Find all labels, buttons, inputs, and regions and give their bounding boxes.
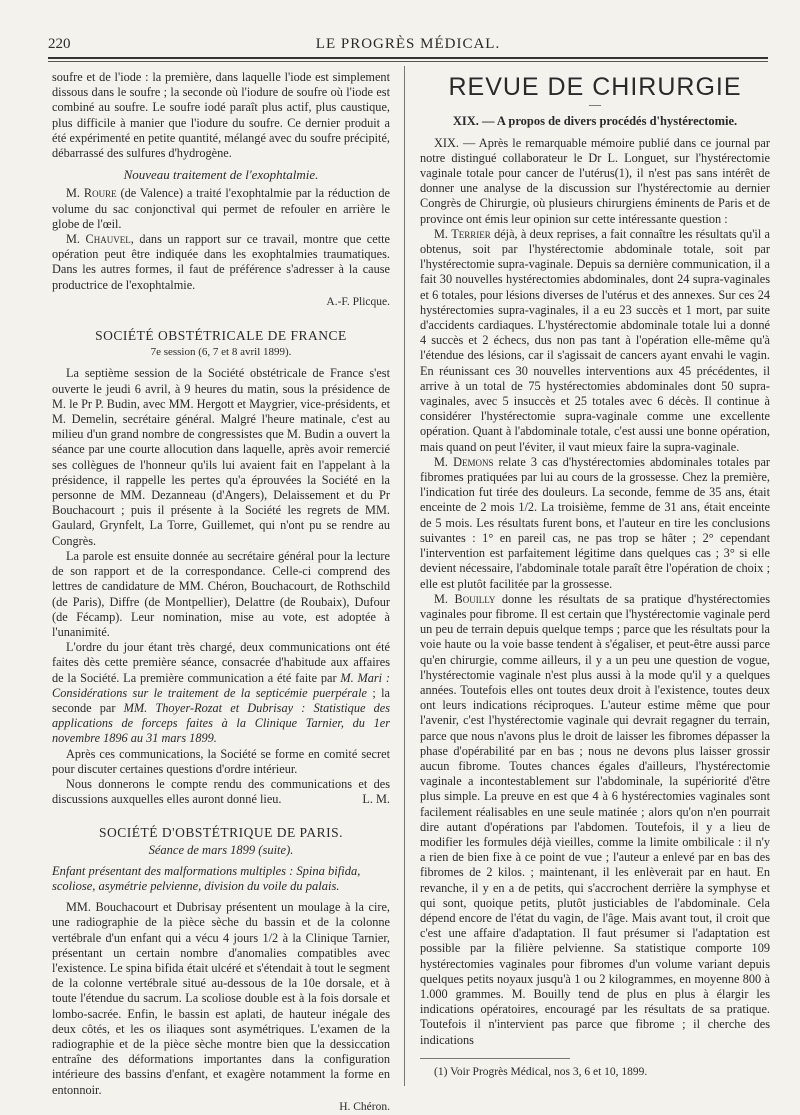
- title-dash: —: [589, 97, 601, 112]
- author-name: Roure: [83, 186, 117, 201]
- paragraph: [420, 592, 770, 1048]
- header-rule: [48, 57, 768, 59]
- section-subheading: Séance de mars 1899 (suite).: [148, 842, 294, 857]
- text: M. Mari : Considérations sur le traitement de la septicémie puerpérale: [52, 670, 390, 700]
- paragraph: [420, 227, 770, 455]
- text: M.: [434, 454, 454, 469]
- author-name: Demons: [453, 454, 494, 469]
- paragraph: La parole est ensuite donnée au secrétaire général pour la lecture de son rapport et de la correspondance. Celle-ci comprend des lettres de candidature de MM. Chéron, Bouchacourt, de Rothschild (de Paris), Diffre (de Montpellier), Delattre (de Roubaix), Dufour (de Fécamp). Leur nomination, mise au vote, est adoptée à l'unanimité.: [52, 548, 390, 639]
- text: Nous donnerons le compte rendu des communications et des discussions auxquelles elles auront donné lieu.: [52, 776, 390, 807]
- text: M.: [434, 226, 452, 241]
- text: M.: [66, 232, 86, 247]
- text: donne les résultats de sa pratique d'hystérectomies vaginales pour fibrome. Il est certain que l'hystérectomie vaginale perd un peu de terrain depuis quelque temps ; parce que les résultats pour la voie haute ou la voie basse tendent à s'égaliser, et peut-être aussi parce qu'en chirurgie, comme ailleurs, il y a un peu une question de vogue, l'hystérectomie vaginale n'est plus aussi à la mode qu'il y a quelques années. Toutefois elles ont toutes deux droit à l'existence, toutes deux ont leurs indications réciproques. L'auteur estime même que pour l'avenir, c'est l'hystérectomie vaginale qui devrait regagner du terrain, parce que nous n'avons plus le droit de laisser les fibromes dépasser la phase d'opérabilité par en bas ; nous ne devons plus laisser grossir aucun fibrome. Toutes chances égales d'ailleurs, l'hystérectomie vaginale a incontestablement sur l'abdominale, la supériorité d'être plus simple. La preuve en est que 4 à 6 hystérectomies vaginales sont facilement réalisables en une seule matinée ; alors qu'on n'en pourrait dire autant d'opérations par l'abdomen. Toutefois, il y a lieu de modifier les formules déjà vieilles, comme la limite ombilicale : il n'y a rien de bien fixe à ce point de vue ; l'auteur a enlevé par en bas des fibromes de 2 kilos. ; maintenant, il les enlèverait par en haut. En revanche, il y en a de petits, qui s'accrochent derrière la symphyse et qui sont, quoique petits, plutôt justiciables de l'abdominale. Cela dépend encore de l'état du vagin, de l'âge. Mais avant tout, il croit que c'est une affaire d'adaptation. Il faut présumer si l'adaptation est possible par la filière pelvienne. Sa statistique comporte 109 hystérectomies vaginales pour fibromes d'un volume variant depuis quelques petits noyaux jusqu'à 1 ou 2 kilogrammes, en moyenne 800 à 1.000 grammes. M. Bouilly tend de plus en plus à élargir les indications opératoires, encouragé par les résultats de sa pratique. Toutefois il n'intervient pas parce que fibrome ; il cherche des indications: [420, 591, 770, 1047]
- section-title: — A propos de divers procédés d'hystérectomie.: [478, 114, 738, 129]
- paragraph: [52, 186, 390, 232]
- page-number: 220: [48, 36, 71, 52]
- header-rule-thin: [48, 61, 768, 62]
- section-heading-exophtalmie: Nouveau traitement de l'exophtalmie.: [123, 167, 319, 183]
- paragraph: [52, 232, 390, 293]
- footnote: (1) Voir Progrès Médical, nos 3, 6 et 10, 1899.: [434, 1065, 648, 1078]
- column-divider: [404, 66, 405, 1086]
- paragraph: XIX. — Après le remarquable mémoire publié dans ce journal par notre distingué collaborateur le Dr L. Longuet, sur l'hystérectomie vaginale totale pour cancer de l'utérus(1), il n'est pas sans intérêt de donner une analyse de la discussion sur l'hystérectomie au dernier Congrès de Chirurgie, où plusieurs chirurgiens éminents de Paris et de province ont émis leur opinion sur cette intéressante question :: [420, 135, 770, 226]
- footnote-rule: [420, 1058, 570, 1059]
- text: (de Valence) a traité l'exophtalmie par la réduction de volume du sac conjonctival qui permet de refouler en arrière le globe de l'œil.: [52, 186, 390, 231]
- author-name: Chauvel: [85, 232, 131, 247]
- signature: H. Chéron.: [339, 1100, 390, 1113]
- author-name: Bouilly: [454, 591, 496, 606]
- text: L'ordre du jour étant très chargé, deux communications ont été faites dès cette première séance, consacrée d'habitude aux affaires de la Société. La première communication a été faite par: [52, 640, 390, 685]
- paragraph: Après ces communications, la Société se forme en comité secret pour discuter certaines questions d'ordre intérieur.: [52, 746, 390, 776]
- text: ; la seconde par: [52, 685, 390, 715]
- paragraph: La septième session de la Société obstétricale de France s'est ouverte le jeudi 6 avril, à 9 heures du matin, sous la présidence de M. le Pr P. Budin, avec MM. Hergott et Maygrier, vice-présidents, et M. Demelin, secrétaire général. Malgré l'heure matinale, c'est au milieu d'un grand nombre de congressistes que M. Budin a ouvert la séance par une courte allocution dans laquelle, après avoir remercié ses collègues de l'honneur qu'ils lui avaient fait en l'appelant à la présidence, il rappelle les pertes qu'a éprouvées la Société en la personne de MM. Dezanneau (d'Angers), Delaissement et du Pr Bouchacourt ; puis il présente à la Société les regrets de MM. Gaulard, Grynfelt, La Torre, Guillemet, qui n'ont pu se rendre au Congrès.: [52, 366, 390, 548]
- paragraph: MM. Bouchacourt et Dubrisay présentent un moulage à la cire, une radiographie de la pièce sèche du bassin et de la colonne vertébrale d'un enfant qui a vécu 4 jours 1/2 à la Clinique Tarnier, présentant un certain nombre d'anomalies compatibles avec l'existence. Le spina bifida était ulcéré et s'étendait à tout le segment de la colonne vertébrale situé au-dessous de la 10e dorsale, et à toute l'étendue du sacrum. La scoliose double est à la fois dorsale et lombo-sacrée. Enfin, le bassin est aplati, de hauteur inégale des deux côtés, et les os iliaques sont asymétriques. L'examen de la radiographie et de la pièce sèche montre bien que la dessiccation entraîne des déformations importantes dans la configuration intérieure des bassins d'enfant, et exagère notamment la forme en entonnoir.: [52, 900, 390, 1097]
- paragraph: [420, 455, 770, 592]
- article-subtitle: Enfant présentant des malformations multiples : Spina bifida, scoliose, asymétrie pelvienne, division du voile du palais.: [52, 863, 361, 893]
- author-name: Terrier: [451, 226, 491, 241]
- text: déjà, à deux reprises, a fait connaître les résultats qu'il a obtenus, soit par l'hystérectomie abdominale totale, soit par l'hystérectomie supra-vaginale. Depuis sa dernière communication, il a fait 30 nouvelles hystérectomies abdominales, dont 24 supra-vaginales et 6 totales, pour lésions diverses de l'utérus et des annexes. Sur ces 24 hystérectomies supra-vaginales, il a eu 23 succès et 1 mort, par suite d'accidents cardiaques. L'hystérectomie abdominale totale lui a donné 4 succès et 2 échecs, dus non pas tant à l'opération elle-même qu'à l'étendue des lésions, car il s'agissait de cancers ayant envahi le vagin. En réunissant ces 30 nouvelles interventions aux 45 précédentes, il arrive à un total de 75 hystérectomies abdominales dont 50 supra-vaginales, avec 5 insuccès et 25 totales avec 6 décès. Il continue à considérer l'hystérectomie supra-vaginale comme une excellente opération. Quant à l'abdominale totale, c'est aussi une bonne opération, mais quand on peut l'éviter, il vaut mieux faire la supra-vaginale.: [420, 226, 770, 454]
- paragraph: soufre et de l'iode : la première, dans laquelle l'iode est simplement dissous dans le soufre ; la seconde où l'iodure de soufre où l'iode est combiné au soufre. Le soufre iodé paraît plus actif, plus caustique, plus difficile à manier que l'iodure du soufre. Ce dernier produit a été expérimenté en petite quantité, mélangé avec du soufre précipité, débarrassé des sulfures d'hydrogène.: [52, 70, 390, 161]
- text: M.: [434, 591, 455, 606]
- signature: L. M.: [362, 792, 390, 807]
- section-heading-obstetricale: SOCIÉTÉ OBSTÉTRICALE DE FRANCE: [95, 328, 347, 344]
- text: relate 3 cas d'hystérectomies abdominales totales par fibromes pratiquées par lui au cours de la grossesse. Chez la première, l'indication fut tirée des douleurs. La seconde, femme de 35 ans, était enceinte de 2 mois 1/2. La troisième, femme de 31 ans, était enceinte de 5 mois. Les résultats furent bons, et l'auteur en tire les conclusions suivantes : 1° en pareil cas, ne pas trop se hâter ; 2° cependant l'intervention est parfaitement légitime dans quelques cas ; 3° si elle devient nécessaire, l'abdominale totale paraît être l'opération de choix ; elle est plutôt facilitée par la grossesse.: [420, 454, 770, 591]
- section-heading-paris: SOCIÉTÉ D'OBSTÉTRIQUE DE PARIS.: [99, 825, 343, 841]
- left-column: [52, 70, 390, 1115]
- paragraph: [52, 777, 390, 807]
- right-column: [420, 70, 770, 1080]
- text: MM. Thoyer-Rozat et Dubrisay : Statistique des applications de forceps faites à la Clinique Tarnier, du 1er novembre 1896 au 31 mars 1899.: [52, 700, 390, 746]
- paragraph: [52, 640, 390, 746]
- section-number: XIX.: [452, 114, 479, 129]
- text: , dans un rapport sur ce travail, montre que cette opération peut être indiquée dans les exophtalmies traumatiques. Dans les autres formes, il faut de préférence s'adresser à la cause productrice de l'exophtalmie.: [52, 232, 390, 292]
- page-header: [48, 30, 768, 58]
- section-subheading: 7e session (6, 7 et 8 avril 1899).: [150, 346, 292, 359]
- revue-title: REVUE DE CHIRURGIE: [448, 73, 742, 101]
- section-heading: [420, 114, 770, 129]
- text: M.: [66, 186, 84, 201]
- journal-title: LE PROGRÈS MÉDICAL.: [315, 36, 501, 52]
- signature: A.-F. Plicque.: [326, 295, 390, 308]
